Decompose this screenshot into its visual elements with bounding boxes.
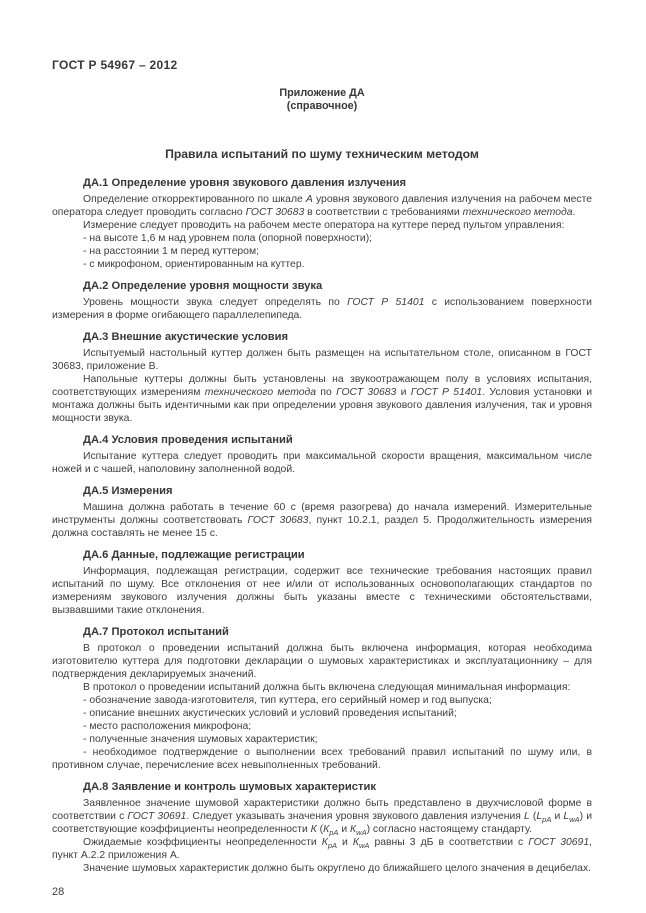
italic-text: ГОСТ 30691	[528, 837, 590, 849]
text-run: Испытание куттера следует проводить при максимальной скорости вращения, максимальном числе ножей и с чашей, наполовину заполненной водой.	[52, 451, 592, 476]
text-run: равны 3 дБ в соответствии с	[369, 837, 529, 849]
paragraph	[52, 836, 592, 862]
sections-container	[52, 177, 592, 875]
paragraph	[52, 681, 592, 694]
paragraph	[52, 642, 592, 681]
text-run: В протокол о проведении испытаний должна быть включена следующая минимальная информация:	[83, 682, 571, 694]
paragraph	[52, 193, 592, 219]
appendix-block	[52, 87, 592, 112]
italic-text: ГОСТ 30683	[247, 515, 309, 527]
subscript-text: pA	[329, 828, 339, 838]
italic-text: технического метода	[462, 207, 573, 219]
paragraph	[52, 694, 592, 707]
section-heading: ДА.8 Заявление и контроль шумовых характеристик	[83, 781, 376, 794]
paragraph	[52, 296, 592, 322]
italic-text: К	[352, 837, 360, 849]
section	[52, 331, 592, 425]
section	[52, 549, 592, 617]
subscript-text: pA	[327, 841, 338, 851]
text-run: В протокол о проведении испытаний должна быть включена информация, которая необходима изготовителю куттера для подготовки декларации о шумовых характеристиках и эксплуатационнику – для подтверждения декларируемых значений.	[52, 643, 592, 681]
paragraph	[52, 450, 592, 476]
page-content	[52, 58, 592, 898]
text-run: (	[529, 811, 537, 823]
section	[52, 177, 592, 271]
section-heading: ДА.7 Протокол испытаний	[83, 626, 229, 639]
section	[52, 280, 592, 322]
text-run: и	[337, 837, 353, 849]
italic-text: ГОСТ 30691	[127, 811, 187, 823]
text-run: . Условия установки и монтажа должны быть идентичными как при определении уровня звукового давления излучения, так и уровня мощности звука.	[52, 387, 593, 425]
italic-text: К	[310, 824, 317, 836]
paragraph	[52, 258, 592, 271]
text-run: - с микрофоном, ориентированным на куттер.	[83, 259, 305, 271]
text-run: - необходимое подтверждение о выполнении всех требований правил испытаний по шуму или, в противном случае, перечисление всех невыполненных требований.	[52, 747, 592, 772]
page-number: 28	[52, 886, 65, 899]
section-heading: ДА.5 Измерения	[83, 485, 173, 498]
appendix-title: Приложение ДА	[279, 87, 365, 99]
text-run: - место расположения микрофона;	[83, 721, 252, 733]
paragraph	[52, 797, 592, 836]
text-run: Уровень мощности звука следует определять по	[83, 297, 348, 309]
paragraph	[52, 232, 592, 245]
text-run: ) и соответствующие коэффициенты неопределенности	[52, 811, 592, 836]
text-run: Заявленное значение шумовой характеристики должно быть представлено в двухчисловой форме в соответствии с	[52, 798, 592, 823]
paragraph	[52, 707, 592, 720]
text-run: - на расстоянии 1 м перед куттером;	[83, 246, 259, 258]
section-heading: ДА.1 Определение уровня звукового давления излучения	[83, 177, 407, 190]
section	[52, 626, 592, 772]
paragraph	[52, 862, 592, 875]
text-run: Измерение следует проводить на рабочем месте оператора на куттере перед пультом управления:	[83, 220, 565, 232]
text-run: Значение шумовых характеристик должно быть округлено до ближайшего целого значения в децибелах.	[83, 863, 592, 875]
text-run: .	[572, 207, 576, 219]
text-run: Машина должна работать в течение 60 с (время разогрева) до начала измерений. Измерительные инструменты должны соответствовать	[52, 502, 592, 527]
text-run: по	[316, 387, 337, 399]
subscript-text: wA	[569, 815, 580, 825]
text-run: с использованием поверхности измерения в форме огибающего параллелепипеда.	[52, 297, 592, 322]
italic-text: ГОСТ Р 51401	[410, 387, 483, 399]
page-title: Правила испытаний по шуму техническим методом	[165, 147, 479, 162]
section-heading: ДА.2 Определение уровня мощности звука	[83, 280, 323, 293]
italic-text: К	[323, 824, 330, 836]
paragraph	[52, 373, 592, 425]
text-run: (	[316, 824, 324, 836]
text-run: - на высоте 1,6 м над уровнем пола (опорной поверхности);	[83, 233, 373, 245]
subscript-text: pA	[542, 815, 552, 825]
text-run: - обозначение завода-изготовителя, тип куттера, его серийный номер и год выпуска;	[83, 695, 492, 707]
text-run: и	[396, 387, 411, 399]
paragraph	[52, 501, 592, 540]
section	[52, 485, 592, 540]
text-run: Информация, подлежащая регистрации, содержит все технические требования настоящих правил испытаний по шуму. Все отклонения от нее и/или от использованных основополагающих стандартов по измерениям звукового излучения должны быть указаны вместе с техническими обстоятельствами, вызвавшими такие отклонения.	[52, 566, 592, 617]
text-run: - описание внешних акустических условий и условий проведения испытаний;	[83, 708, 457, 720]
document-code: ГОСТ Р 54967 – 2012	[52, 58, 178, 72]
paragraph	[52, 245, 592, 258]
text-run: . Следует указывать значения уровня звукового давления излучения	[186, 811, 524, 823]
text-run: ) согласно настоящему стандарту.	[366, 824, 532, 836]
paragraph	[52, 746, 592, 772]
paragraph	[52, 565, 592, 617]
italic-text: ГОСТ Р 51401	[347, 297, 425, 309]
text-run: , пункт 10.2.1, раздел 5. Продолжительность измерения должна составлять не менее 15 с.	[52, 515, 592, 540]
italic-text: L	[524, 811, 530, 823]
text-run: Ожидаемые коэффициенты неопределенности	[83, 837, 322, 849]
paragraph	[52, 347, 592, 373]
paragraph	[52, 720, 592, 733]
italic-text: ГОСТ 30683	[245, 207, 305, 219]
italic-text: L	[563, 811, 570, 823]
text-run: уровня звукового давления излучения на рабочем месте оператора следует проводить согласно	[52, 194, 592, 219]
section-heading: ДА.3 Внешние акустические условия	[83, 331, 289, 344]
text-run: , пункт А.2.2 приложения А.	[52, 837, 592, 862]
text-run: и	[338, 824, 351, 836]
paragraph	[52, 219, 592, 232]
text-run: в соответствии с требованиями	[304, 207, 463, 219]
section-heading: ДА.6 Данные, подлежащие регистрации	[83, 549, 305, 562]
italic-text: А	[305, 194, 313, 206]
text-run: Испытуемый настольный куттер должен быть размещен на испытательном столе, описанном в ГОСТ 30683, приложение В.	[52, 348, 592, 373]
paragraph	[52, 733, 592, 746]
text-run: - полученные значения шумовых характеристик;	[83, 734, 318, 746]
italic-text: L	[536, 811, 543, 823]
italic-text: К	[321, 837, 328, 849]
subscript-text: wA	[359, 841, 370, 851]
italic-text: технического метода	[204, 387, 317, 399]
section	[52, 434, 592, 476]
italic-text: К	[350, 824, 357, 836]
section-heading: ДА.4 Условия проведения испытаний	[83, 434, 293, 447]
italic-text: ГОСТ 30683	[336, 387, 397, 399]
text-run: Напольные куттеры должны быть установлены на звукоотражающем полу в условиях испытания, соответствующих измерениям	[52, 374, 592, 399]
appendix-subtitle: (справочное)	[286, 99, 358, 112]
section	[52, 781, 592, 875]
text-run: Определение откорректированного по шкале	[83, 194, 306, 206]
text-run: и	[551, 811, 564, 823]
subscript-text: wA	[356, 828, 367, 838]
